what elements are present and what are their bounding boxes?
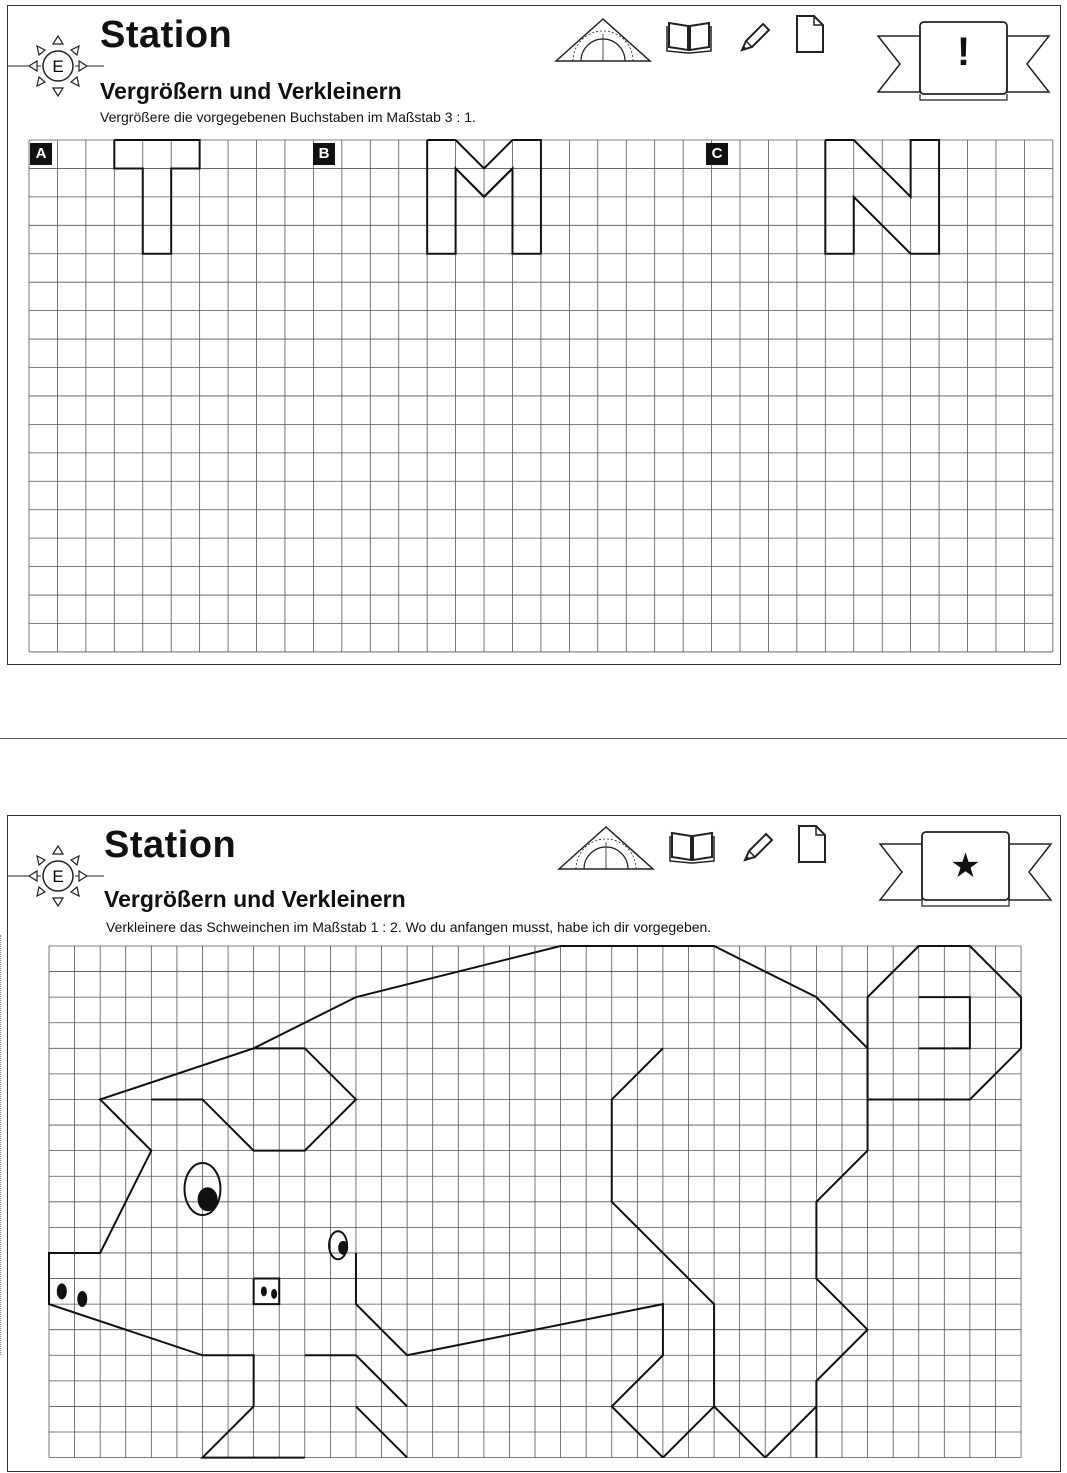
subtitle: Vergrößern und Verkleinern <box>104 886 406 912</box>
book-icon <box>669 828 715 864</box>
drawing-grid[interactable] <box>29 140 1053 652</box>
badge-letter: E <box>52 867 64 886</box>
station-title: Station <box>104 824 237 866</box>
badge-letter: E <box>52 57 64 76</box>
difficulty-symbol: ! <box>956 30 971 74</box>
pig-drawing-grid[interactable] <box>49 946 1021 1456</box>
pig-pupil-left <box>198 1187 218 1211</box>
pencil-icon <box>736 20 772 54</box>
cut-line <box>0 738 1067 739</box>
station-title: Station <box>100 14 233 56</box>
pig-nostril <box>77 1291 87 1307</box>
pig-nostril <box>57 1283 67 1299</box>
instruction: Verkleinere das Schweinchen im Maßstab 1 : 2. Wo du anfangen musst, habe ich dir vorgegeben. <box>106 919 712 935</box>
sheet-icon <box>796 824 828 864</box>
station-card-reduce <box>7 815 1061 1472</box>
sun-badge-icon <box>8 24 104 104</box>
subtitle: Vergrößern und Verkleinern <box>100 78 402 104</box>
station-card-enlarge <box>7 5 1061 665</box>
sheet-icon <box>794 14 826 54</box>
pig-pupil-right <box>338 1241 348 1255</box>
edge-dots <box>0 935 5 1355</box>
pig-nostril-small <box>261 1286 267 1296</box>
sun-badge-icon <box>8 834 104 914</box>
grid-lines <box>49 946 1021 1458</box>
set-square-icon <box>556 822 656 872</box>
pencil-icon <box>739 830 775 864</box>
task-label-c: C <box>706 143 728 165</box>
pig-nostril-small <box>271 1289 277 1299</box>
set-square-icon <box>553 14 653 64</box>
book-icon <box>666 18 712 54</box>
instruction: Vergrößere die vorgegebenen Buchstaben im Maßstab 3 : 1. <box>100 109 476 125</box>
difficulty-symbol: ★ <box>950 847 981 885</box>
task-label-a: A <box>30 143 52 165</box>
task-label-b: B <box>313 143 335 165</box>
